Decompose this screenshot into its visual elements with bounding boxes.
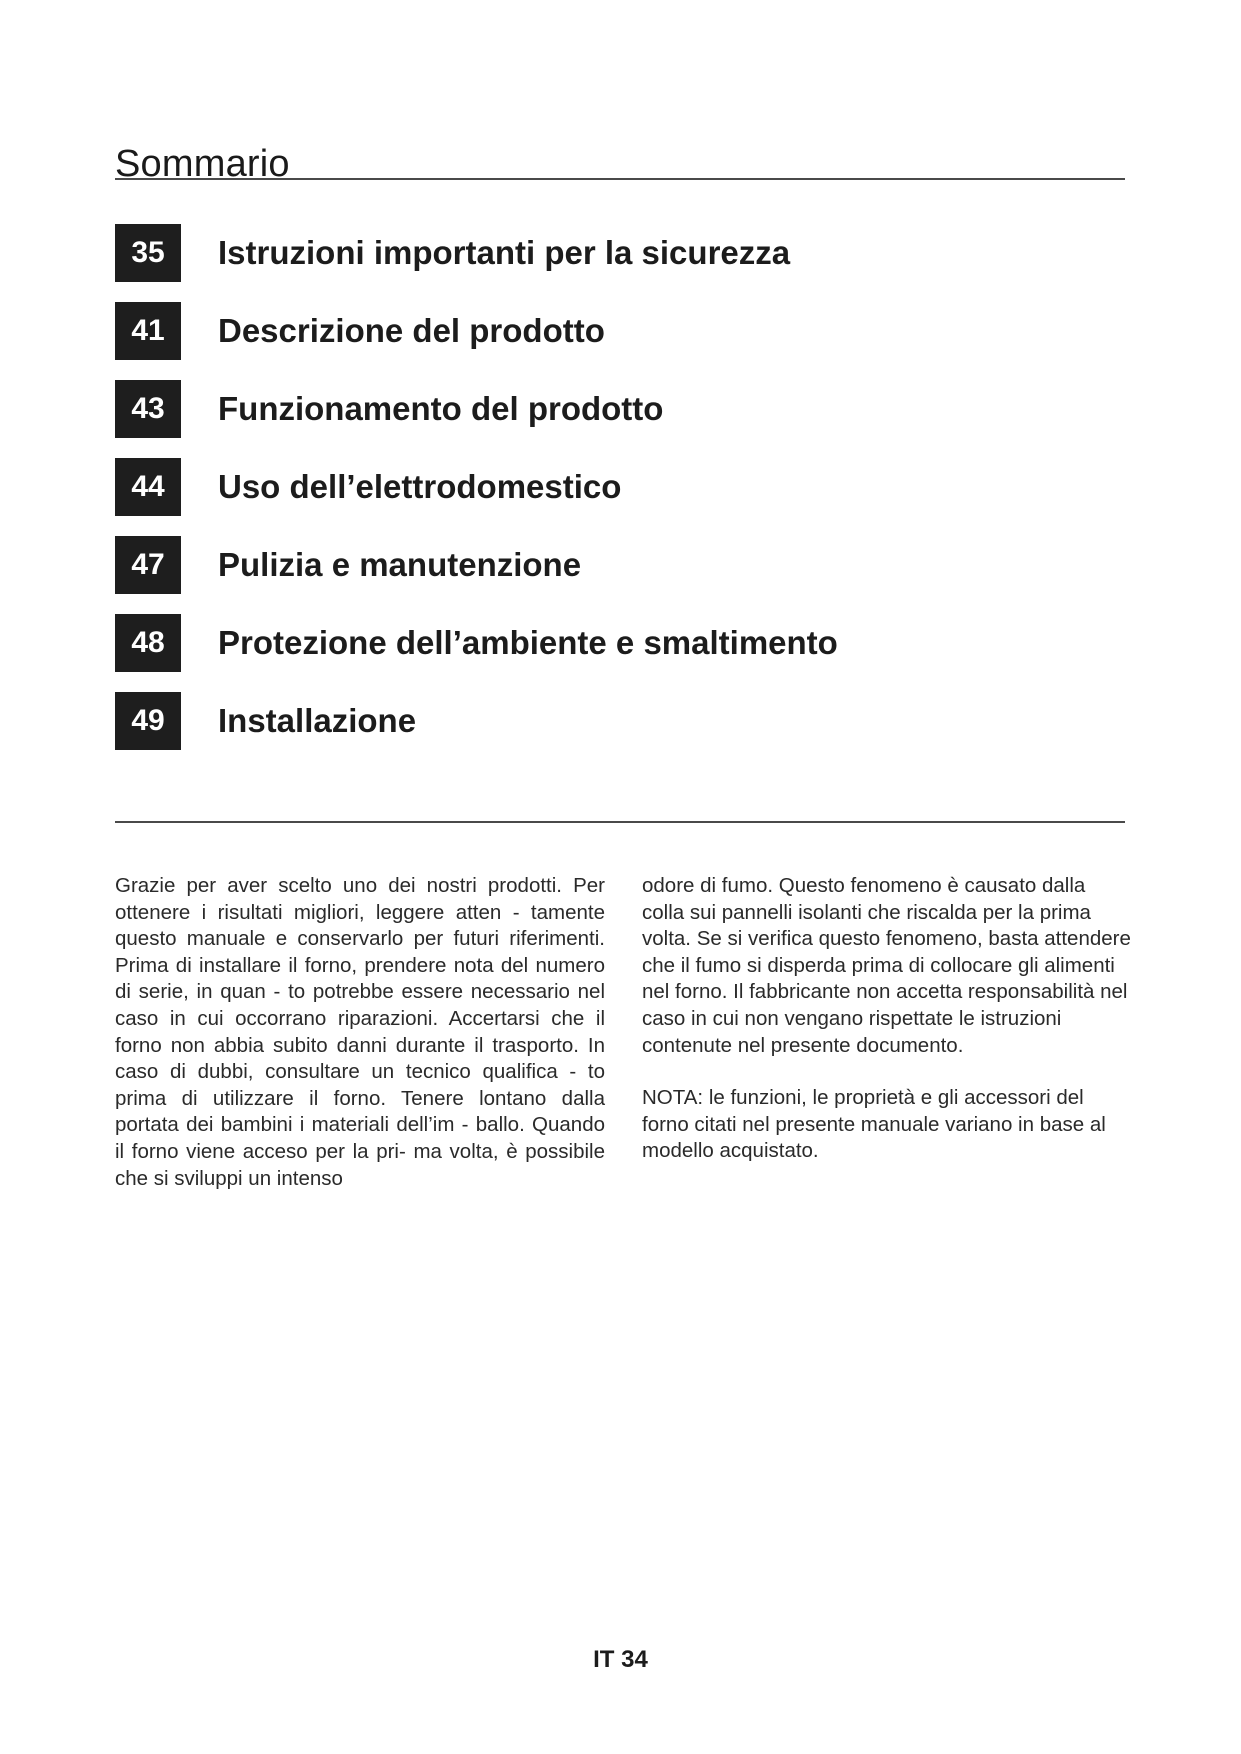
note-paragraph: NOTA: le funzioni, le proprietà e gli accessori del forno citati nel presente manuale variano in base al modello acquistato.: [642, 1086, 1106, 1163]
toc-item-label: Uso dell’elettrodomestico: [218, 468, 622, 505]
toc-page-number-badge: 35: [115, 224, 181, 282]
toc-item-installation[interactable]: [115, 692, 1115, 750]
toc-item-cleaning[interactable]: [115, 536, 1115, 594]
toc-item-label: Funzionamento del prodotto: [218, 390, 664, 427]
toc-page-number-badge: 47: [115, 536, 181, 594]
toc-page-number-badge: 49: [115, 692, 181, 750]
toc-item-label: Protezione dell’ambiente e smaltimento: [218, 624, 838, 661]
intro-text-left-column: [115, 873, 605, 1192]
toc-item-label: Pulizia e manutenzione: [218, 546, 582, 583]
toc-page-number-badge: 44: [115, 458, 181, 516]
toc-item-appliance-use[interactable]: [115, 458, 1115, 516]
intro-paragraph-continued: odore di fumo. Questo fenomeno è causato dalla colla sui pannelli isolanti che riscalda per la prima volta. Se si verifica questo fenomeno, basta attendere che il fumo si disperda prima di collocare gli alimenti nel forno. Il fabbricante non accetta responsabilità nel caso in cui non vengano rispettate le istruzioni contenute nel presente documento.: [642, 874, 1131, 1057]
title-divider: [115, 178, 1125, 180]
page-title: Sommario: [115, 143, 290, 186]
intro-text-right-column: [642, 873, 1132, 1165]
intro-paragraph: Grazie per aver scelto uno dei nostri prodotti. Per ottenere i risultati migliori, leggere atten - tamente questo manuale e conservarlo per futuri riferimenti. Prima di installare il forno, prendere nota del numero di serie, in quan - to potrebbe essere necessario nel caso in cui occorrano riparazioni. Accertarsi che il forno non abbia subito danni durante il trasporto. In caso di dubbi, consultare un tecnico qualifica - to prima di utilizzare il forno. Tenere lontano dalla portata dei bambini i materiali dell’im - ballo. Quando il forno viene acceso per la pri- ma volta, è possibile che si sviluppi un intenso: [115, 874, 605, 1190]
toc-page-number-badge: 41: [115, 302, 181, 360]
toc-item-environment[interactable]: [115, 614, 1115, 672]
toc-page-number-badge: 48: [115, 614, 181, 672]
toc-item-product-operation[interactable]: [115, 380, 1115, 438]
toc-item-safety[interactable]: [115, 224, 1115, 282]
toc-item-product-description[interactable]: [115, 302, 1115, 360]
page-number: IT 34: [593, 1646, 648, 1673]
section-divider: [115, 821, 1125, 823]
toc-item-label: Descrizione del prodotto: [218, 312, 605, 349]
table-of-contents: [115, 224, 1115, 770]
toc-item-label: Installazione: [218, 702, 417, 739]
toc-page-number-badge: 43: [115, 380, 181, 438]
toc-item-label: Istruzioni importanti per la sicurezza: [218, 234, 791, 271]
